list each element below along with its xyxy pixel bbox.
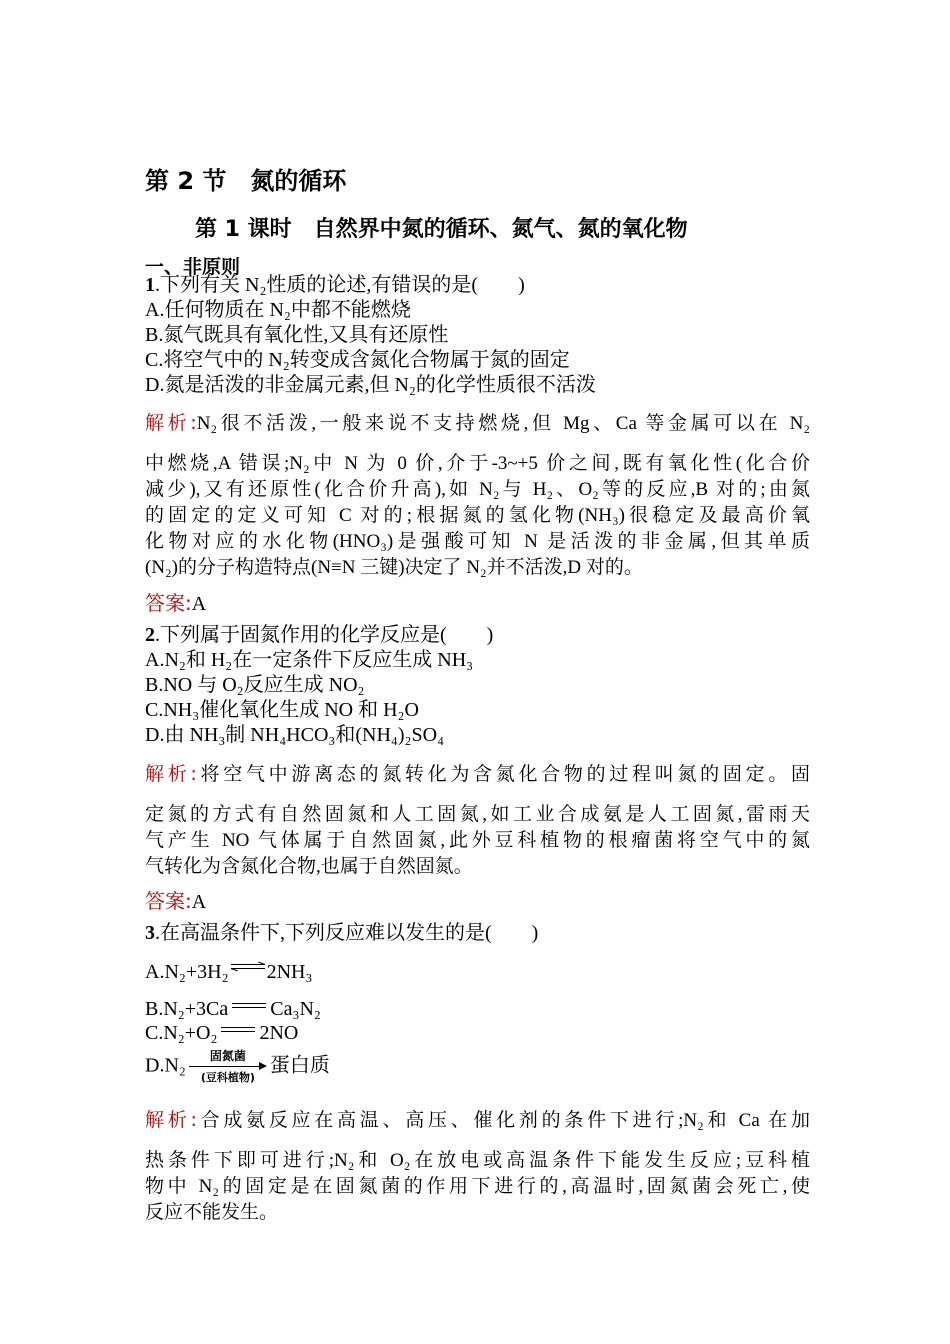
option: C.NH₃催化氧化生成 NO 和 H₂O (145, 699, 419, 721)
analysis-label: 解析: (145, 763, 197, 785)
question-stem: 2.下列属于固氮作用的化学反应是( ) (145, 624, 494, 646)
question-2 (145, 623, 810, 748)
analysis-label: 解析: (145, 412, 197, 434)
equals-sign-icon (219, 1025, 257, 1035)
question-3 (145, 921, 810, 946)
option: D.氮是活泼的非金属元素,但 N₂的化学性质很不活泼 (145, 374, 596, 396)
reversible-arrow-icon (231, 962, 265, 972)
answer-1: 答案:A (145, 591, 207, 615)
option: A.N₂和 H₂在一定条件下反应生成 NH₃ (145, 649, 474, 671)
chapter-title: 第 2 节 氮的循环 (145, 167, 347, 195)
option: B.氮气既具有氧化性,又具有还原性 (145, 324, 449, 346)
analysis-2: 解析:将空气中游离态的氮转化为含氮化合物的过程叫氮的固定。固 定氮的方式有自然固氮和人工固氮,如工业合成氨是人工固氮,雷雨天 气产生 NO 气体属于自然固氮,此外豆科植物的根瘤菌将空气中的氮 气转化为含氮化合物,也属于自然固氮。 (145, 763, 810, 877)
option: A.任何物质在 N₂中都不能燃烧 (145, 299, 411, 321)
option-c: C.N₂+O₂ 2NO (145, 1022, 299, 1044)
question-1 (145, 273, 810, 398)
section-heading: 一、非原则 (145, 256, 241, 278)
equals-sign-icon (230, 1001, 268, 1011)
question-stem: 1.下列有关 N₂性质的论述,有错误的是( ) (145, 274, 525, 296)
option: C.将空气中的 N₂转变成含氮化合物属于氮的固定 (145, 349, 570, 371)
question-stem: 3.在高温条件下,下列反应难以发生的是( ) (145, 922, 539, 944)
lesson-title: 第 1 课时 自然界中氮的循环、氮气、氮的氧化物 (195, 217, 688, 242)
analysis-1: 解析:N₂很不活泼,一般来说不支持燃烧,但 Mg、Ca 等金属可以在 N₂ 中燃烧,A 错误;N₂中 N 为 0 价,介于-3~+5 价之间,既有氧化性(化合价 减少),又有还原性(化合价升高),如 N₂与 H₂、O₂等的反应,B 对的;由氮 的固定的定义可知 C 对的;根据氮的氢化物(NH₃)很稳定及最高价氧 化物对应的水化物(HNO₃)是强酸可知 N 是活泼的非金属,但其单质 (N₂)的分子构造特点(N≡N 三键)决定了 N₂并不活泼,D 对的。 (145, 412, 810, 578)
analysis-label: 解析: (145, 1109, 197, 1131)
option-d: D.N₂ 固氮菌 (豆科植物) 蛋白质 (145, 1047, 330, 1087)
catalyst-arrow-icon: 固氮菌 (豆科植物) (189, 1047, 267, 1087)
option-b: B.N₂+3Ca Ca₃N₂ (145, 998, 321, 1020)
option-a: A.N₂+3H₂ 2NH₃ (145, 961, 313, 983)
analysis-3: 解析:合成氨反应在高温、高压、催化剂的条件下进行;N₂和 Ca 在加 热条件下即可进行;N₂和 O₂在放电或高温条件下能发生反应;豆科植 物中 N₂的固定是在固氮菌的作用下进行的,高温时,固氮菌会死亡,使 反应不能发生。 (145, 1109, 810, 1223)
option: D.由 NH₃制 NH₄HCO₃和(NH₄)₂SO₄ (145, 724, 445, 746)
option: B.NO 与 O₂反应生成 NO₂ (145, 674, 365, 696)
answer-2: 答案:A (145, 889, 207, 913)
